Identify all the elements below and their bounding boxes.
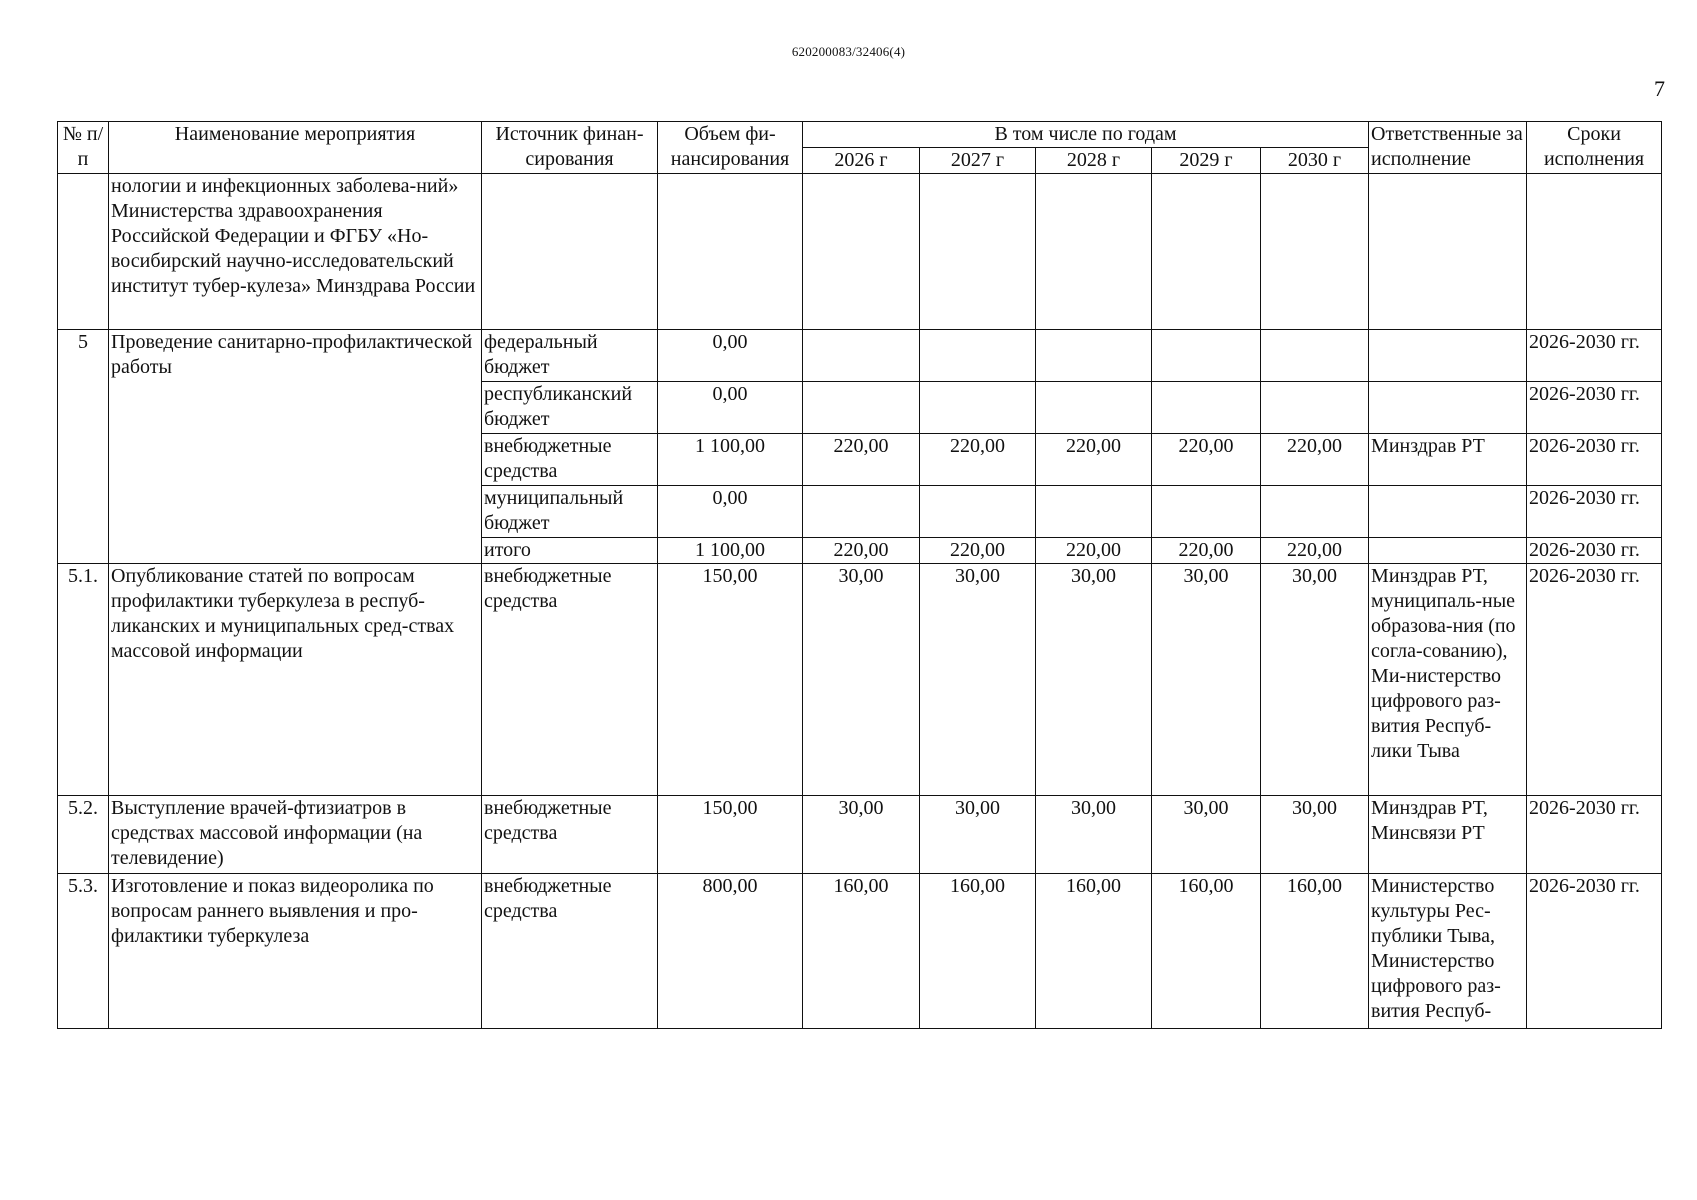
cell-terms: 2026-2030 гг. — [1527, 382, 1662, 434]
cell-year: 30,00 — [920, 796, 1036, 874]
cell-num: 5 — [58, 330, 109, 564]
cell-responsible — [1369, 538, 1527, 564]
cell-responsible: Министерство культуры Рес-публики Тыва, Министерство цифрового раз-вития Респуб- — [1369, 874, 1527, 1029]
program-table — [57, 121, 1662, 1029]
cell-terms: 2026-2030 гг. — [1527, 434, 1662, 486]
cell-responsible: Минздрав РТ — [1369, 434, 1527, 486]
header-terms: Сроки исполнения — [1527, 122, 1662, 174]
cell-source: внебюджетные средства — [482, 434, 658, 486]
cell-responsible — [1369, 382, 1527, 434]
page-number: 7 — [1654, 76, 1665, 101]
cell-year: 220,00 — [1152, 538, 1261, 564]
cell-year: 220,00 — [920, 434, 1036, 486]
cell-name: Выступление врачей-фтизиатров в средствах массовой информации (на телевидение) — [109, 796, 482, 874]
cell-year: 220,00 — [803, 538, 920, 564]
cell-year — [803, 486, 920, 538]
cell-year — [1261, 486, 1369, 538]
table-row — [58, 564, 1662, 796]
cell-name: нологии и инфекционных заболева-ний» Министерства здравоохранения Российской Федерации и ФГБУ «Но-восибирский научно-исследовательский институт тубер-кулеза» Минздрава России — [109, 174, 482, 330]
table-row — [58, 796, 1662, 874]
cell-year — [1152, 486, 1261, 538]
cell-year — [1036, 330, 1152, 382]
cell-year: 220,00 — [1036, 434, 1152, 486]
cell-num: 5.3. — [58, 874, 109, 1029]
cell-year — [920, 382, 1036, 434]
cell-terms: 2026-2030 гг. — [1527, 564, 1662, 796]
cell-source: федеральный бюджет — [482, 330, 658, 382]
cell-year — [1036, 382, 1152, 434]
cell-year: 160,00 — [803, 874, 920, 1029]
cell-volume: 0,00 — [658, 330, 803, 382]
cell-year: 160,00 — [1036, 874, 1152, 1029]
cell-year — [1261, 382, 1369, 434]
cell-volume: 150,00 — [658, 796, 803, 874]
cell-volume: 1 100,00 — [658, 538, 803, 564]
cell-source: муниципальный бюджет — [482, 486, 658, 538]
cell-volume: 0,00 — [658, 382, 803, 434]
cell-year — [920, 486, 1036, 538]
cell-year — [803, 330, 920, 382]
cell-responsible — [1369, 330, 1527, 382]
cell-num: 5.1. — [58, 564, 109, 796]
header-responsible: Ответственные за исполнение — [1369, 122, 1527, 174]
cell-source: внебюджетные средства — [482, 796, 658, 874]
cell-year — [1152, 330, 1261, 382]
cell-year: 220,00 — [1261, 434, 1369, 486]
cell-source: внебюджетные средства — [482, 564, 658, 796]
cell-year: 220,00 — [1261, 538, 1369, 564]
cell-terms: 2026-2030 гг. — [1527, 330, 1662, 382]
cell-num: 5.2. — [58, 796, 109, 874]
cell-name: Опубликование статей по вопросам профилактики туберкулеза в респуб-ликанских и муниципальных сред-ствах массовой информации — [109, 564, 482, 796]
cell-terms: 2026-2030 гг. — [1527, 874, 1662, 1029]
cell-volume: 1 100,00 — [658, 434, 803, 486]
cell-responsible: Минздрав РТ, Минсвязи РТ — [1369, 796, 1527, 874]
table-row — [58, 874, 1662, 1029]
table-row — [58, 330, 1662, 382]
cell-year — [920, 330, 1036, 382]
cell-terms: 2026-2030 гг. — [1527, 796, 1662, 874]
cell-year: 30,00 — [1152, 796, 1261, 874]
header-num: № п/п — [58, 122, 109, 174]
header-year: 2027 г — [920, 148, 1036, 174]
cell-volume: 150,00 — [658, 564, 803, 796]
header-volume: Объем фи-нансирования — [658, 122, 803, 174]
table-row-continuation — [58, 174, 1662, 330]
cell-year — [803, 382, 920, 434]
header-year: 2030 г — [1261, 148, 1369, 174]
cell-source: итого — [482, 538, 658, 564]
cell-year: 30,00 — [1036, 564, 1152, 796]
cell-name: Проведение санитарно-профилактической работы — [109, 330, 482, 564]
cell-source: республиканский бюджет — [482, 382, 658, 434]
cell-year: 30,00 — [1152, 564, 1261, 796]
cell-year: 160,00 — [1152, 874, 1261, 1029]
cell-year: 30,00 — [1036, 796, 1152, 874]
cell-year: 30,00 — [803, 796, 920, 874]
cell-volume: 800,00 — [658, 874, 803, 1029]
cell-year: 160,00 — [920, 874, 1036, 1029]
cell-year: 30,00 — [1261, 564, 1369, 796]
cell-year: 220,00 — [1152, 434, 1261, 486]
cell-year: 160,00 — [1261, 874, 1369, 1029]
cell-year: 220,00 — [803, 434, 920, 486]
header-year: 2029 г — [1152, 148, 1261, 174]
header-name: Наименование мероприятия — [109, 122, 482, 174]
header-year: 2028 г — [1036, 148, 1152, 174]
cell-year: 30,00 — [920, 564, 1036, 796]
cell-num — [58, 174, 109, 330]
cell-terms: 2026-2030 гг. — [1527, 486, 1662, 538]
cell-name: Изготовление и показ видеоролика по вопросам раннего выявления и про-филактики туберкулеза — [109, 874, 482, 1029]
cell-volume: 0,00 — [658, 486, 803, 538]
cell-source: внебюджетные средства — [482, 874, 658, 1029]
cell-responsible — [1369, 486, 1527, 538]
cell-year — [1152, 382, 1261, 434]
cell-year: 220,00 — [920, 538, 1036, 564]
header-source: Источник финан-сирования — [482, 122, 658, 174]
document-code: 620200083/32406(4) — [791, 44, 906, 59]
header-year: 2026 г — [803, 148, 920, 174]
cell-year: 30,00 — [803, 564, 920, 796]
cell-year: 220,00 — [1036, 538, 1152, 564]
cell-year — [1261, 330, 1369, 382]
cell-responsible: Минздрав РТ, муниципаль-ные образова-ния (по согла-сованию), Ми-нистерство цифрового раз-вития Респуб-лики Тыва — [1369, 564, 1527, 796]
cell-terms: 2026-2030 гг. — [1527, 538, 1662, 564]
header-by-years: В том числе по годам — [803, 122, 1369, 148]
cell-year: 30,00 — [1261, 796, 1369, 874]
cell-year — [1036, 486, 1152, 538]
